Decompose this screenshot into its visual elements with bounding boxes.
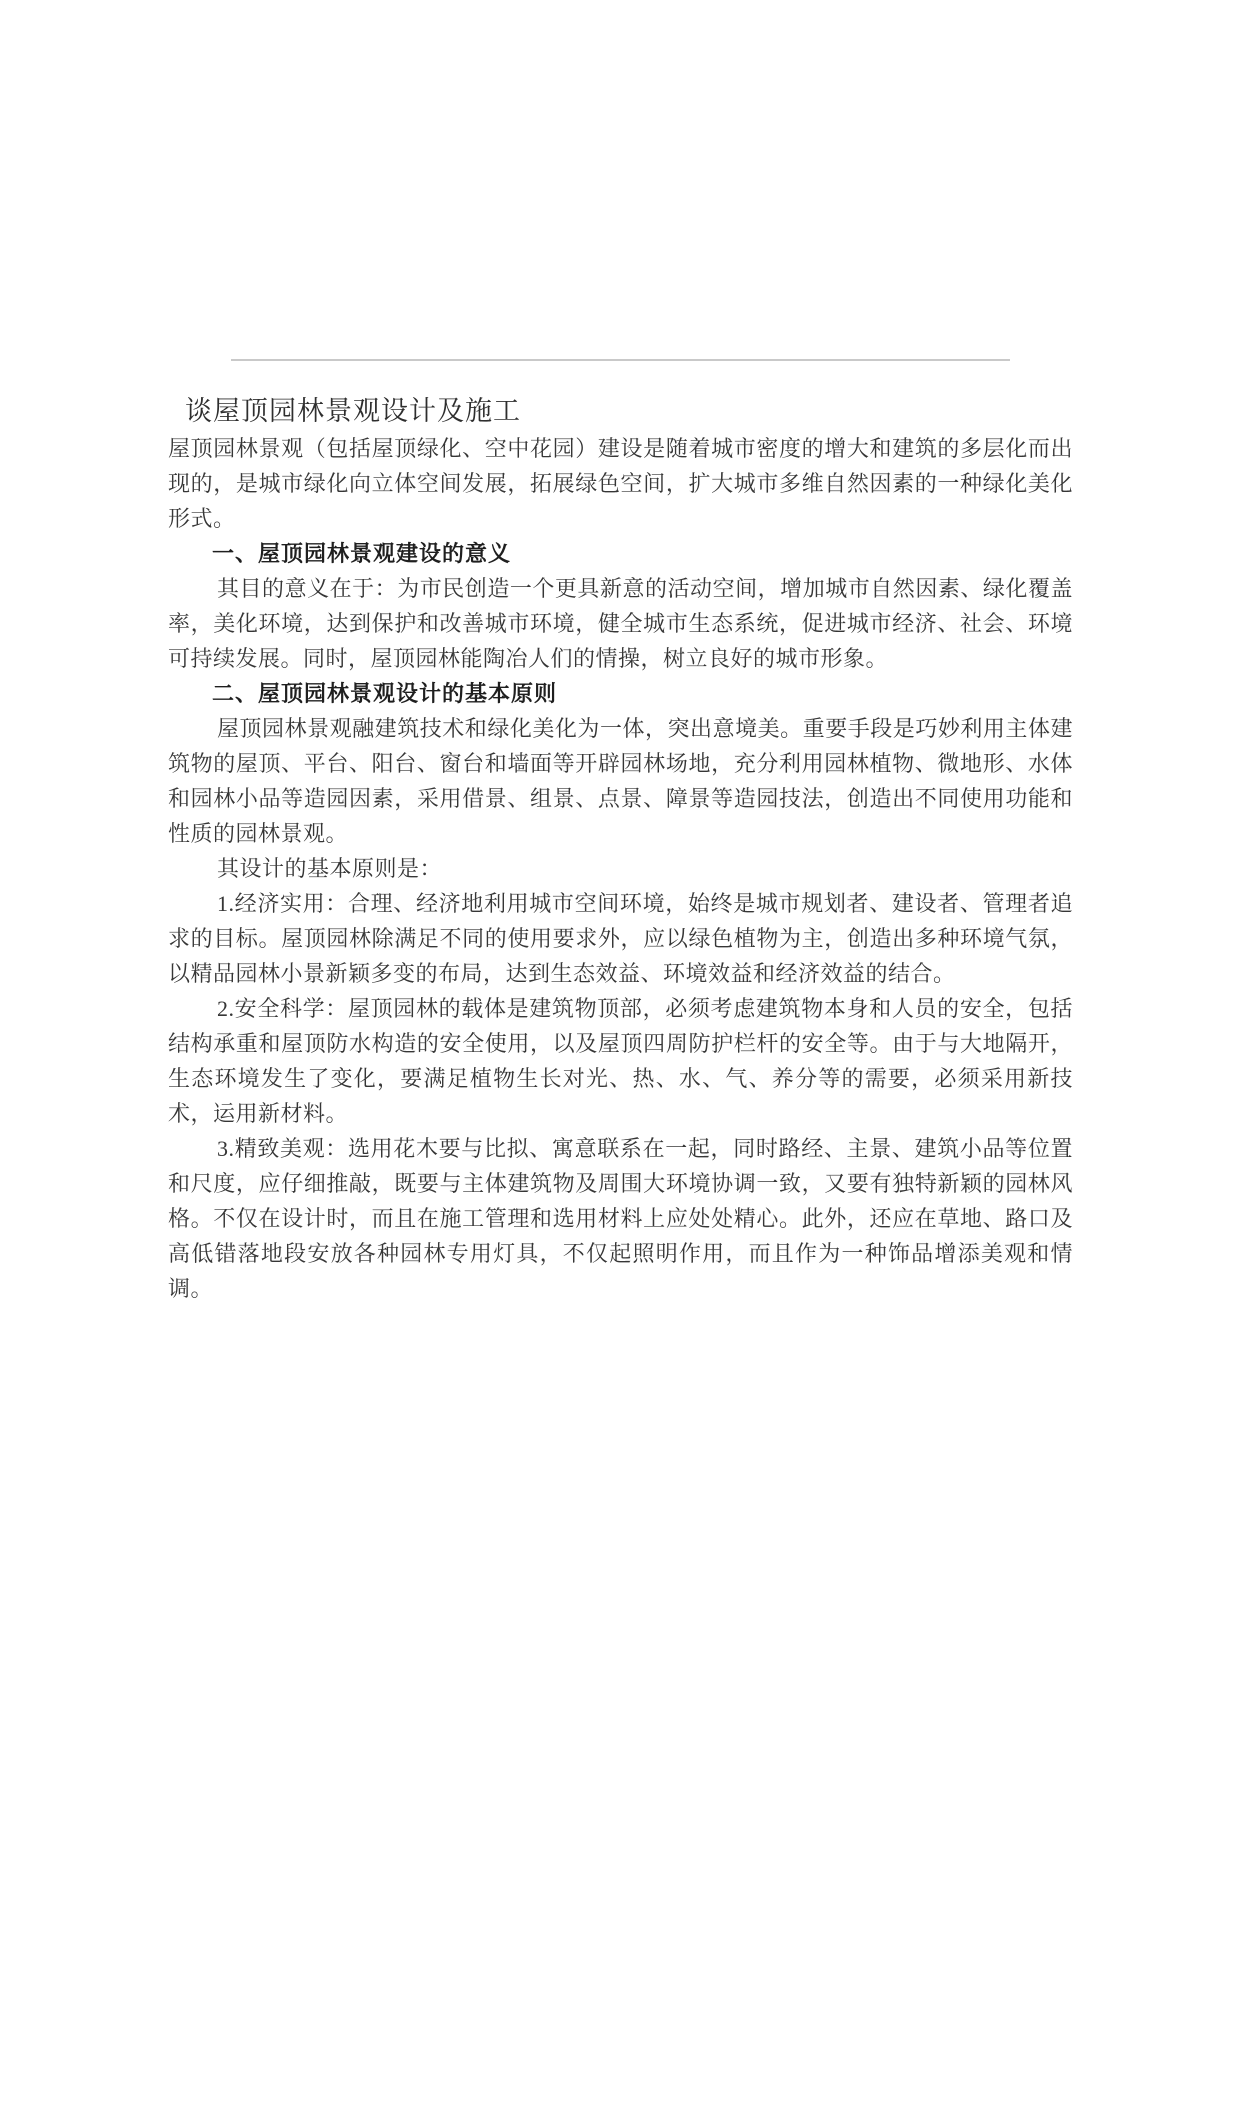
- principle-1-economic-practical: 1.经济实用：合理、经济地利用城市空间环境，始终是城市规划者、建设者、管理者追求的目标。屋顶园林除满足不同的使用要求外，应以绿色植物为主，创造出多种环境气氛，以精品园林小景新颖多变的布局，达到生态效益、环境效益和经济效益的结合。: [168, 891, 1073, 986]
- principle-3-refined-beauty: 3.精致美观：选用花木要与比拟、寓意联系在一起，同时路经、主景、建筑小品等位置和尺度，应仔细推敲，既要与主体建筑物及周围大环境协调一致，又要有独特新颖的园林风格。不仅在设计时，而且在施工管理和选用材料上应处处精心。此外，还应在草地、路口及高低错落地段安放各种园林专用灯具，不仅起照明作用，而且作为一种饰品增添美观和情调。: [168, 1136, 1073, 1301]
- design-principles-lead-in: 其设计的基本原则是：: [217, 856, 443, 881]
- section-1-paragraph: 其目的意义在于：为市民创造一个更具新意的活动空间，增加城市自然因素、绿化覆盖率，美化环境，达到保护和改善城市环境，健全城市生态系统，促进城市经济、社会、环境可持续发展。同时，屋顶园林能陶冶人们的情操，树立良好的城市形象。: [168, 576, 1073, 671]
- document-page: [0, 359, 1241, 2113]
- divider-line: [231, 359, 1010, 361]
- section-2-heading: 二、屋顶园林景观设计的基本原则: [212, 681, 558, 706]
- section-2-paragraph: 屋顶园林景观融建筑技术和绿化美化为一体，突出意境美。重要手段是巧妙利用主体建筑物的屋顶、平台、阳台、窗台和墙面等开辟园林场地，充分利用园林植物、微地形、水体和园林小品等造园因素，采用借景、组景、点景、障景等造园技法，创造出不同使用功能和性质的园林景观。: [168, 716, 1073, 846]
- principle-2-safety-science: 2.安全科学：屋顶园林的载体是建筑物顶部，必须考虑建筑物本身和人员的安全，包括结构承重和屋顶防水构造的安全使用，以及屋顶四周防护栏杆的安全等。由于与大地隔开，生态环境发生了变化，要满足植物生长对光、热、水、气、养分等的需要，必须采用新技术，运用新材料。: [168, 996, 1073, 1126]
- section-1-heading: 一、屋顶园林景观建设的意义: [212, 541, 512, 566]
- document-title: 谈屋顶园林景观设计及施工: [185, 396, 521, 426]
- intro-paragraph: 屋顶园林景观（包括屋顶绿化、空中花园）建设是随着城市密度的增大和建筑的多层化而出现的，是城市绿化向立体空间发展，拓展绿色空间，扩大城市多维自然因素的一种绿化美化形式。: [168, 436, 1073, 531]
